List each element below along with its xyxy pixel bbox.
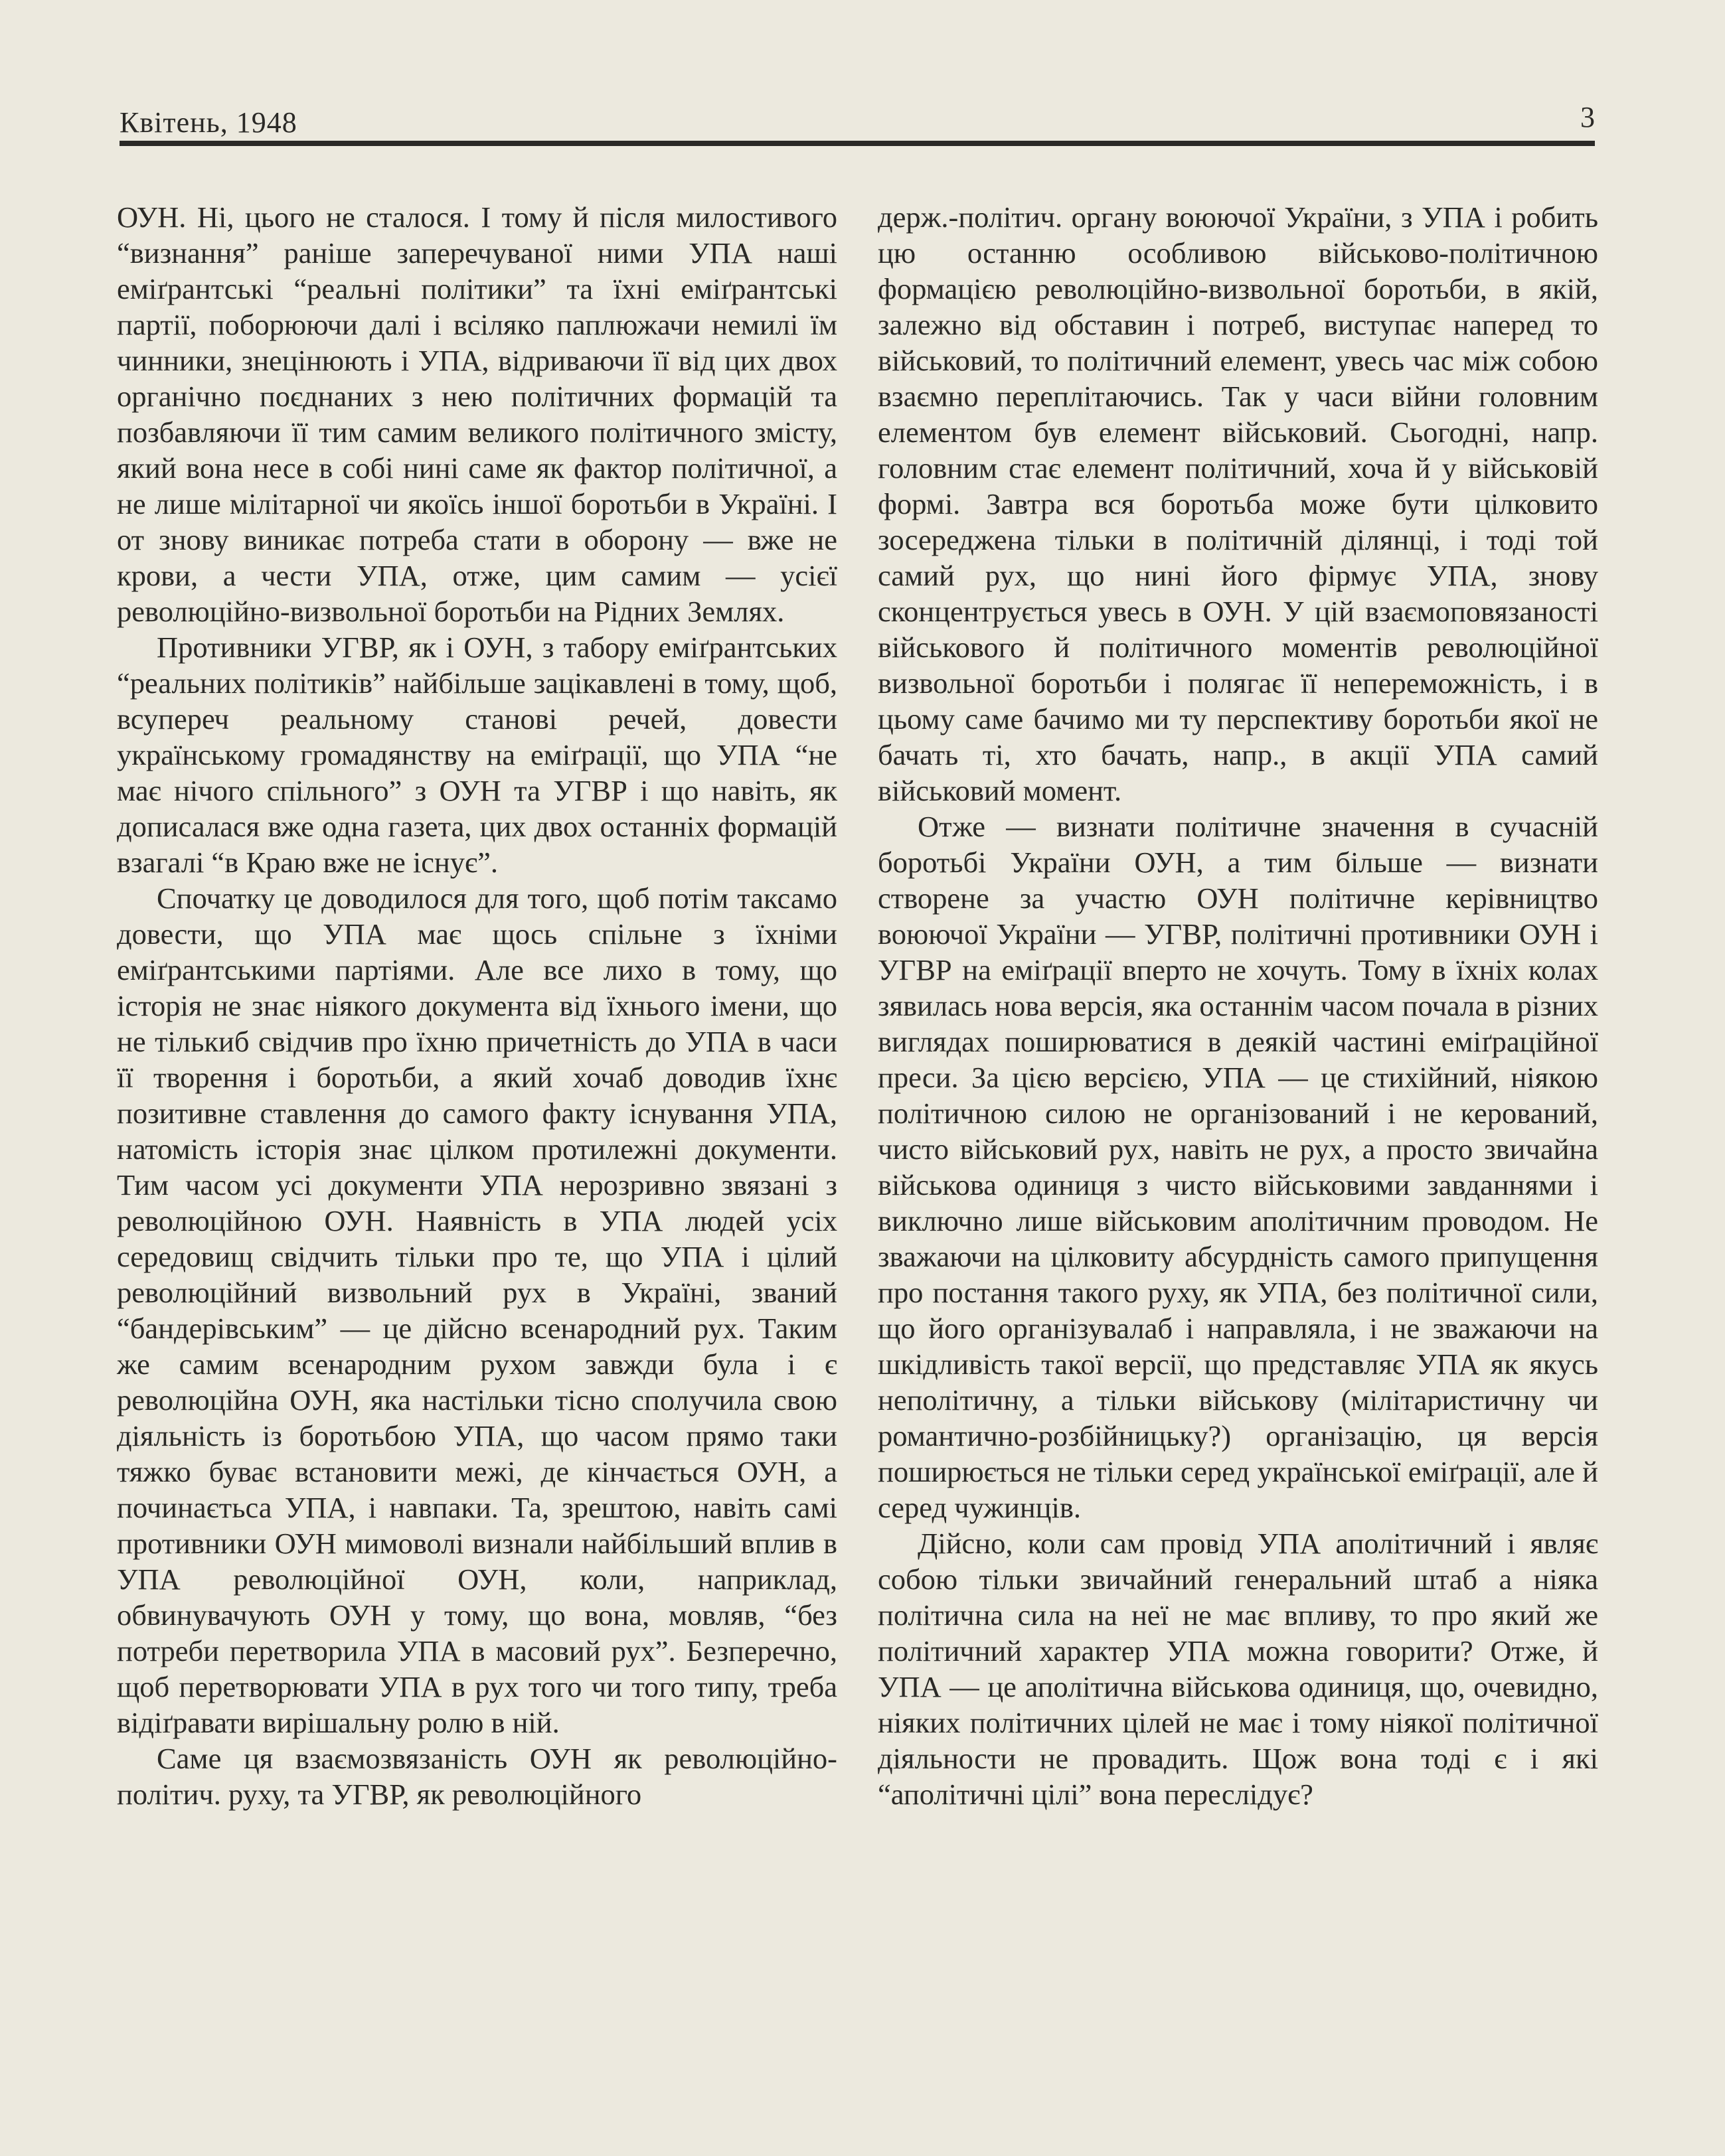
paragraph: держ.-політич. органу воюючої України, з УПА і робить цю останню особливою військово-політичною формацією революційно-визвольної боротьби, в якій, залежно від обставин і потреб, виступає наперед то військовий, то політичний елемент, увесь час між собою взаємно переплітаючись. Так у часи війни головним елементом був елемент військовий. Сьогодні, напр. головним стає елемент політичний, хоча й у військовій формі. Завтра вся боротьба може бути цілковито зосереджена тільки в політичній ділянці, і тоді той самий рух, що нині його фірмує УПА, знову сконцентрується увесь в ОУН. У цій взаємоповязаності військового й політичного моментів революційної визвольної боротьби і полягає її непереможність, і в цьому саме бачимо ми ту перспективу боротьби якої не бачать ті, хто бачать, напр., в акції УПА самий військовий момент. (878, 200, 1598, 807)
header-rule (120, 141, 1595, 146)
right-column (878, 199, 1598, 1812)
paragraph: Отже — визнати політичне значення в сучасній боротьбі України ОУН, а тим більше — визнати створене за участю ОУН політичне керівництво воюючої України — УГВР, політичні противники ОУН і УГВР на еміґрації вперто не хочуть. Тому в їхніх колах зявилась нова версія, яка останнім часом почала в різних виглядах поширюватися в деякій частині еміґраційної преси. За цією версією, УПА — це стихійний, ніякою політичною силою не організований і не керований, чисто військовий рух, навіть не рух, а просто звичайна військова одиниця з чисто військовими завданнями і виключно лише військовим аполітичним проводом. Не зважаючи на цілковиту абсурдність самого припущення про постання такого руху, як УПА, без політичної сили, що його організувалаб і направляла, і не зважаючи на шкідливість такої версії, що представляє УПА як якусь неполітичну, а тільки військову (мілітаристичну чи романтично-розбійницьку?) організацію, ця версія поширюється не тільки серед української еміґрації, але й серед чужинців. (878, 810, 1598, 1524)
running-header (120, 100, 1595, 139)
paragraph: Дійсно, коли сам провід УПА аполітичний і являє собою тільки звичайний генеральний штаб а ніяка політична сила на неї не має впливу, то про який же політичний характер УПА можна говорити? Отже, й УПА — це аполітична військова одиниця, що, очевидно, ніяких політичних цілей не має і тому ніякої політичної діяльности не провадить. Щож вона тоді є і які “аполітичні цілі” вона переслідує? (878, 1527, 1598, 1811)
paragraph: Спочатку це доводилося для того, щоб потім таксамо довести, що УПА має щось спільне з їхніми еміґрантськими партіями. Але все лихо в тому, що історія не знає ніякого документа від їхнього імени, що не тількиб свідчив про їхню причетність до УПА в часи її творення і боротьби, а який хочаб доводив їхнє позитивне ставлення до самого факту існування УПА, натомість історія знає цілком протилежні документи. Тим часом усі документи УПА нерозривно звязані з революційною ОУН. Наявність в УПА людей усіх середовищ свідчить тільки про те, що УПА і цілий революційний визвольний рух в Україні, званий “бандерівським” — це дійсно всенародний рух. Таким же самим всенародним рухом завжди була і є революційна ОУН, яка настільки тісно сполучила свою діяльність із боротьбою УПА, що часом прямо таки тяжко буває встановити межі, де кінчається ОУН, а починаєтьса УПА, і навпаки. Та, зрештою, навіть самі противники ОУН мимоволі визнали найбільший вплив в УПА революційної ОУН, коли, наприклад, обвинувачують ОУН у тому, що вона, мовляв, “без потреби перетворила УПА в масовий рух”. Безперечно, щоб перетворювати УПА в рух того чи того типу, треба відіґравати вирішальну ролю в ній. (117, 882, 837, 1739)
paragraph: ОУН. Ні, цього не сталося. І тому й після милостивого “визнання” раніше заперечуваної ними УПА наші еміґрантські “реальні політики” та їхні еміґрантські партії, поборюючи далі і всіляко паплюжачи немилі їм чинники, знецінюють і УПА, відриваючи її від цих двох органічно поєднаних з нею політичних формацій та позбавляючи її тим самим великого політичного змісту, який вона несе в собі нині саме як фактор політичної, а не лише мілітарної чи якоїсь іншої боротьби в Україні. І от знову виникає потреба стати в оборону — вже не крови, а чести УПА, отже, цим самим — усієї революційно-визвольної боротьби на Рідних Землях. (117, 200, 837, 628)
left-column (117, 199, 837, 1812)
issue-date: Квітень, 1948 (120, 106, 297, 139)
page-number: 3 (1580, 101, 1595, 133)
paragraph: Противники УГВР, як і ОУН, з табору еміґрантських “реальних політиків” найбільше зацікавлені в тому, щоб, всупереч реальному станові речей, довести українському громадянству на еміґрації, що УПА “не має нічого спільного” з ОУН та УГВР і що навіть, як дописалася вже одна газета, цих двох останніх формацій взагалі “в Краю вже не існує”. (117, 631, 837, 879)
paragraph: Саме ця взаємозвязаність ОУН як революційно-політич. руху, та УГВР, як революційного (117, 1742, 837, 1811)
